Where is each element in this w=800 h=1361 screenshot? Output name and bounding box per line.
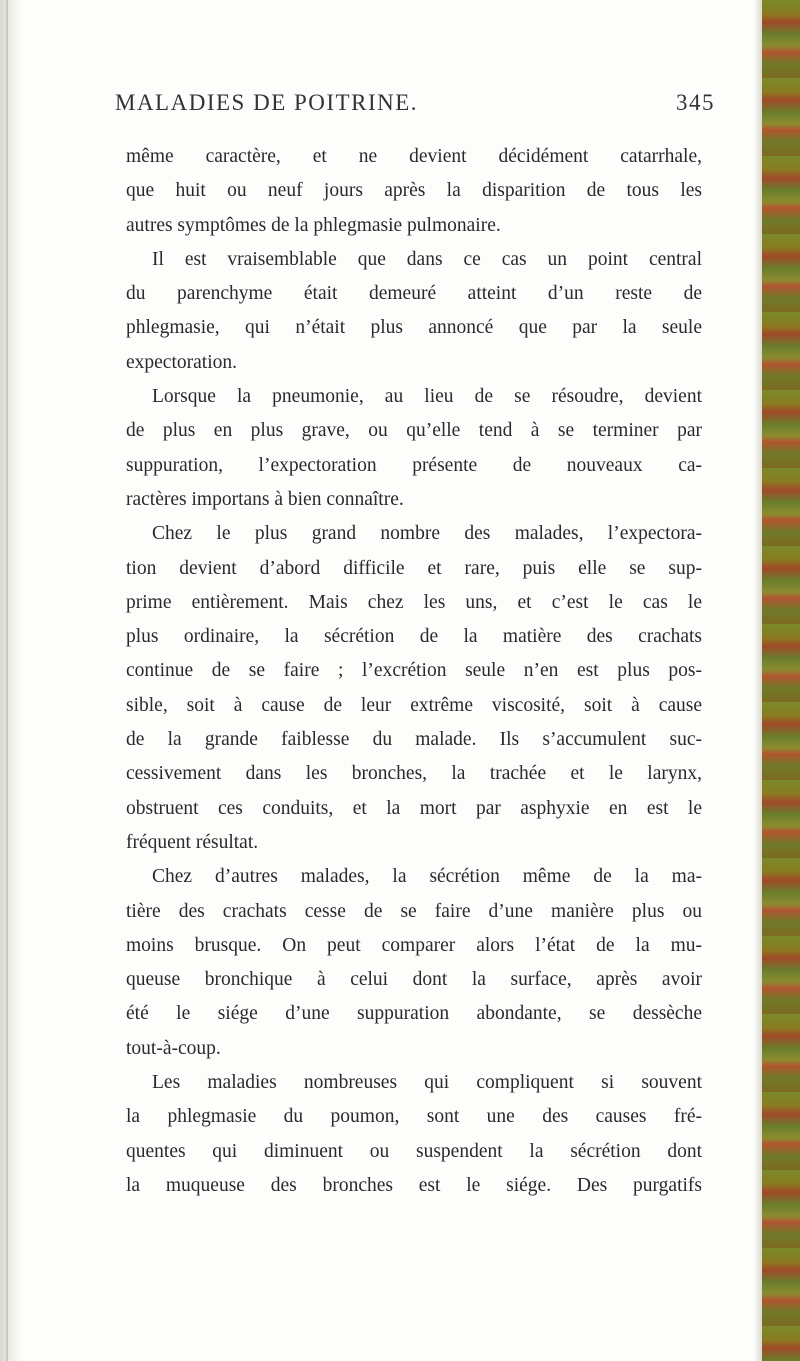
text-line: Il est vraisemblable que dans ce cas un point central [152, 248, 702, 270]
text-line: Lorsque la pneumonie, au lieu de se résoudre, devient [152, 386, 702, 408]
running-title: MALADIES DE POITRINE. [115, 90, 419, 115]
binding-gutter [0, 0, 22, 1361]
book-edge [762, 0, 800, 1361]
text-line: moins brusque. On peut comparer alors l’état de la mu- [126, 934, 702, 956]
text-line: la muqueuse des bronches est le siége. Des purgatifs [126, 1174, 702, 1196]
text-line: tière des crachats cesse de se faire d’une manière plus ou [126, 900, 702, 922]
text-line: quentes qui diminuent ou suspendent la sécrétion dont [126, 1140, 702, 1162]
page-number: 345 [676, 90, 715, 115]
text-line: la phlegmasie du poumon, sont une des causes fré- [126, 1106, 702, 1128]
text-line: que huit ou neuf jours après la disparition de tous les [126, 180, 702, 202]
running-header [115, 90, 715, 130]
body-text [126, 140, 702, 1203]
text-line: fréquent résultat. [126, 831, 259, 853]
text-line: ractères importans à bien connaître. [126, 488, 404, 510]
text-line: été le siége d’une suppuration abondante, se dessèche [126, 1003, 702, 1025]
text-line: Chez le plus grand nombre des malades, l’expectora- [152, 523, 702, 545]
text-line: cessivement dans les bronches, la trachée et le larynx, [126, 763, 702, 785]
text-line: expectoration. [126, 351, 237, 373]
text-line: continue de se faire ; l’excrétion seule n’en est plus pos- [126, 660, 702, 682]
text-line: plus ordinaire, la sécrétion de la matière des crachats [126, 626, 702, 648]
text-line: sible, soit à cause de leur extrême viscosité, soit à cause [126, 694, 702, 716]
text-line: tion devient d’abord difficile et rare, puis elle se sup- [126, 557, 702, 579]
text-line: Les maladies nombreuses qui compliquent si souvent [152, 1072, 702, 1094]
text-line: prime entièrement. Mais chez les uns, et c’est le cas le [126, 591, 702, 613]
text-line: du parenchyme était demeuré atteint d’un reste de [126, 283, 702, 305]
text-line: même caractère, et ne devient décidément catarrhale, [126, 146, 702, 167]
text-line: autres symptômes de la phlegmasie pulmonaire. [126, 214, 501, 236]
text-line: tout-à-coup. [126, 1037, 221, 1059]
text-line: Chez d’autres malades, la sécrétion même de la ma- [152, 866, 702, 888]
text-line: de plus en plus grave, ou qu’elle tend à se terminer par [126, 420, 702, 442]
text-line: queuse bronchique à celui dont la surface, après avoir [126, 969, 702, 991]
text-line: suppuration, l’expectoration présente de nouveaux ca- [126, 454, 702, 476]
text-line: phlegmasie, qui n’était plus annoncé que par la seule [126, 317, 702, 339]
text-line: de la grande faiblesse du malade. Ils s’accumulent suc- [126, 729, 702, 751]
binding-edge-line [6, 0, 8, 1361]
page-edge-shadow [754, 0, 762, 1361]
text-line: obstruent ces conduits, et la mort par asphyxie en est le [126, 797, 702, 819]
